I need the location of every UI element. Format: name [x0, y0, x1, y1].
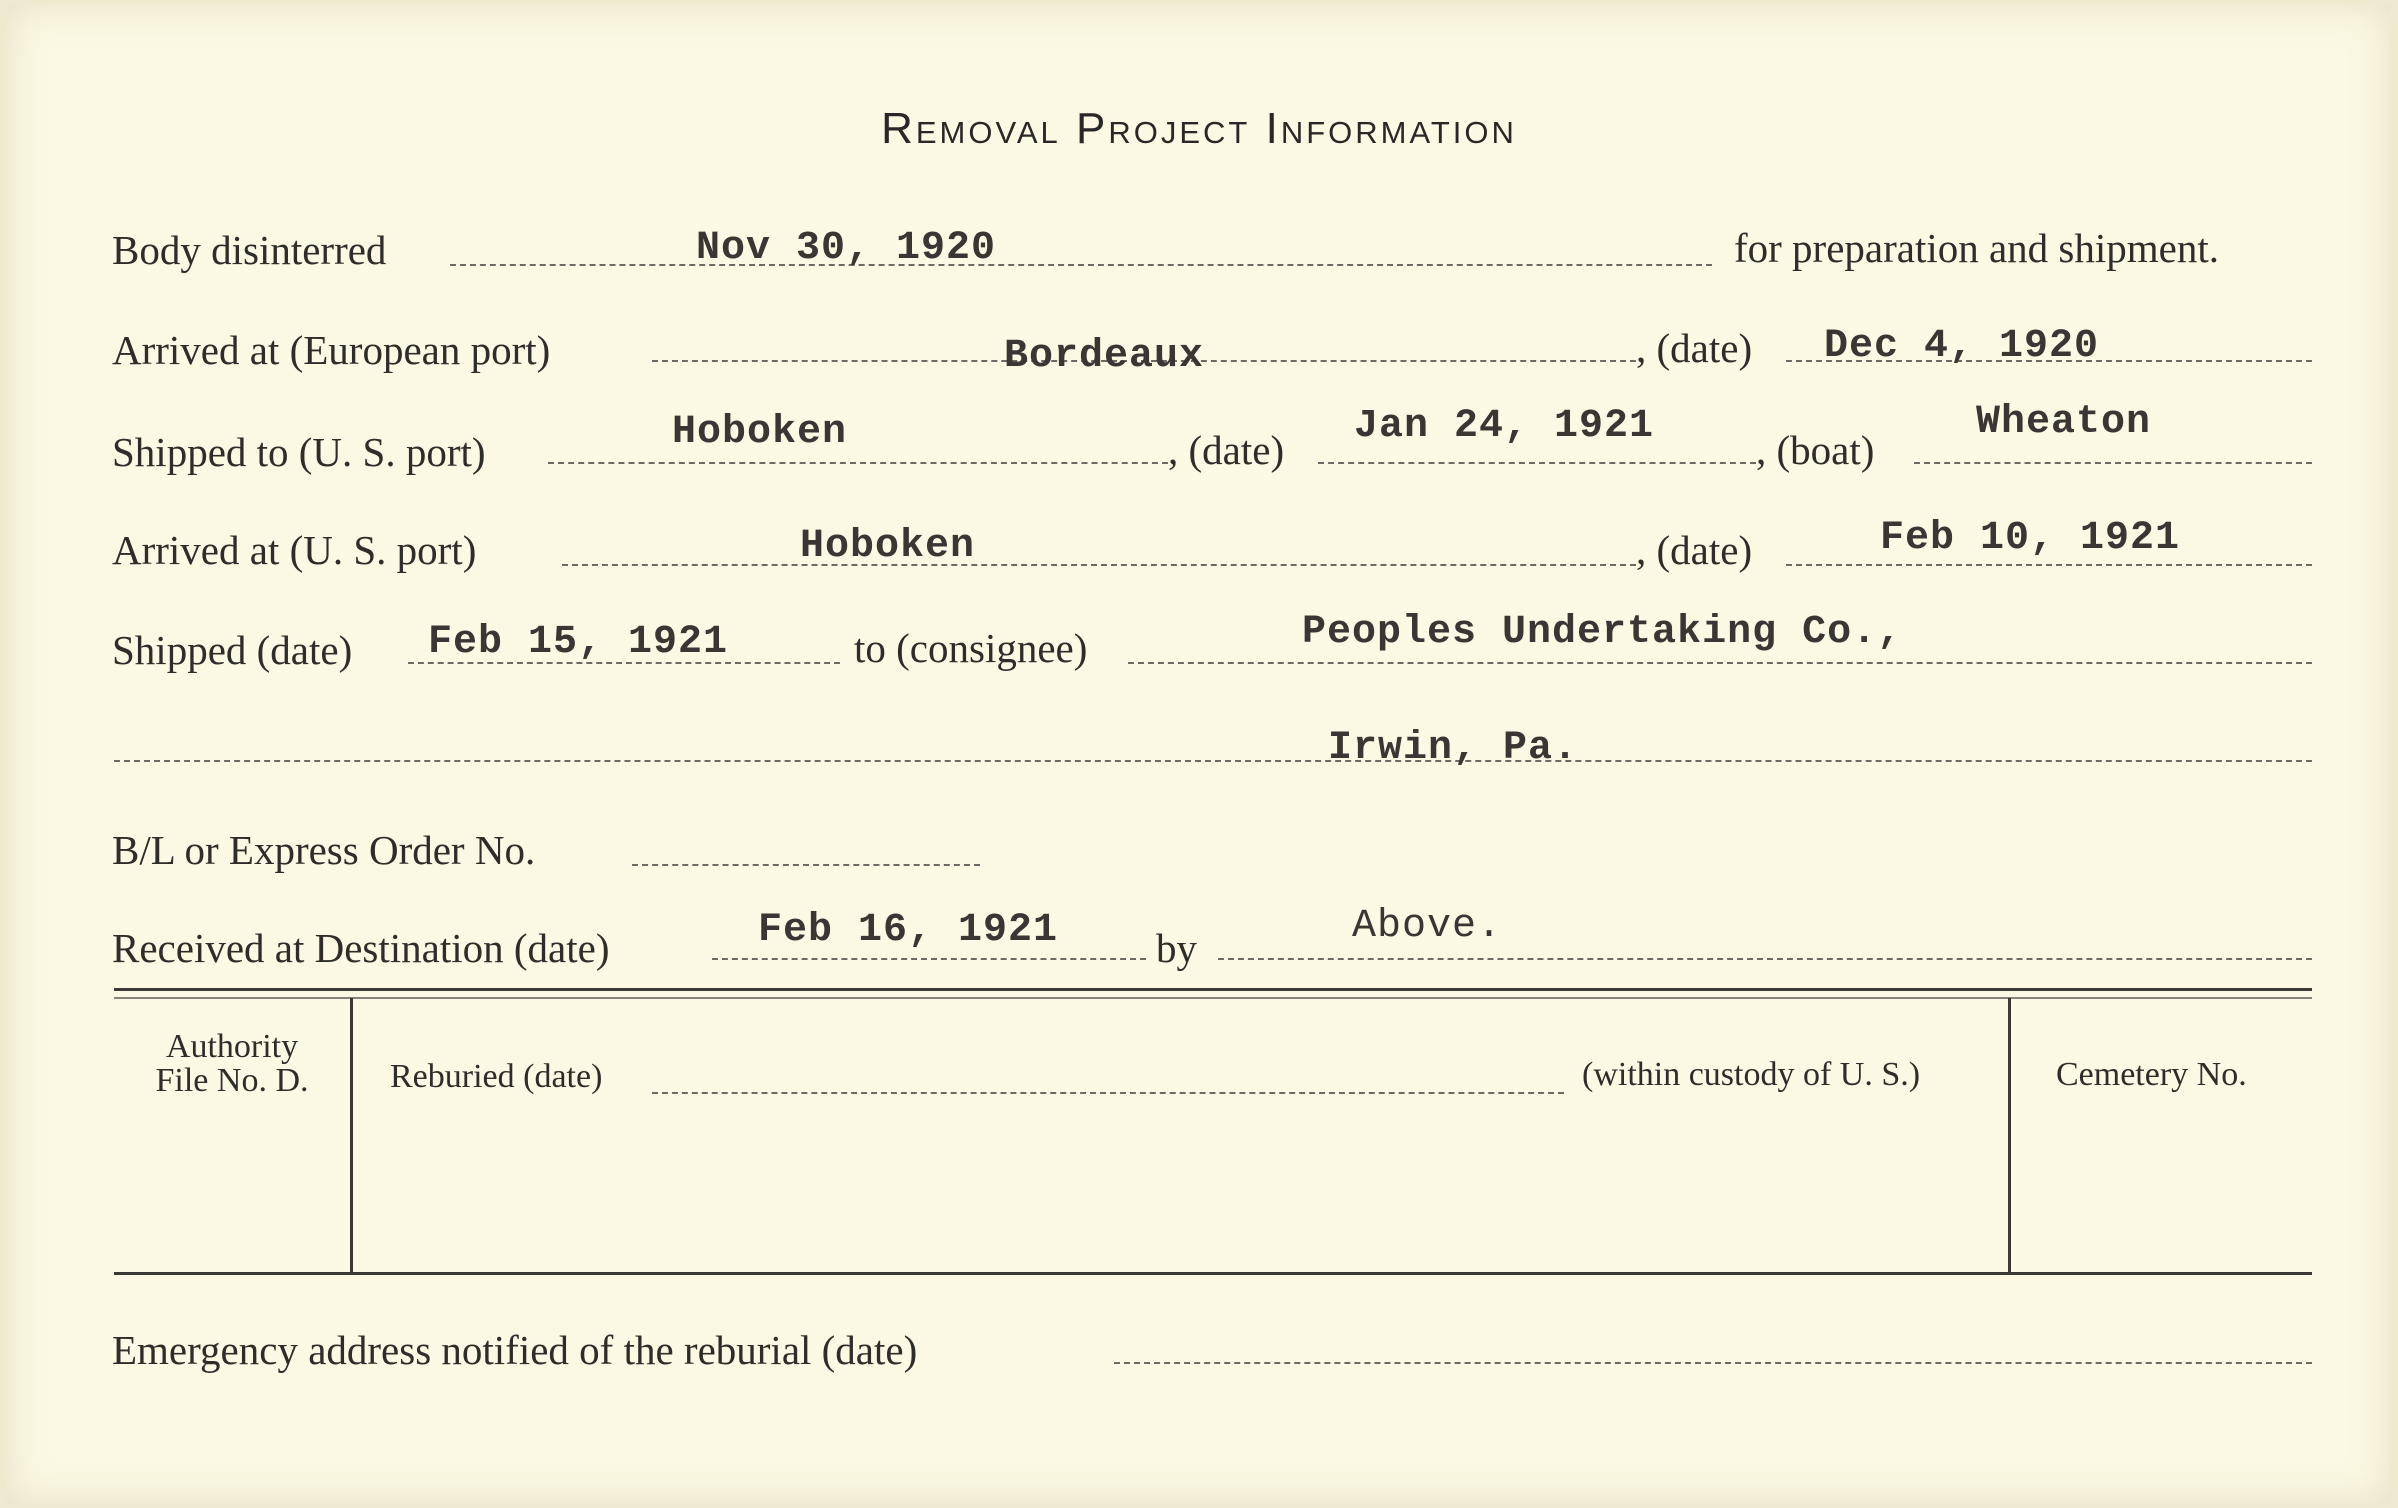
consignee-label: to (consignee) — [854, 625, 1088, 671]
arrived-us-date-label: , (date) — [1636, 527, 1753, 573]
box-bottom-rule — [114, 1272, 2312, 1275]
boat-line — [1914, 462, 2312, 464]
arrived-us-line — [562, 564, 1636, 566]
arrived-us-label: Arrived at (U. S. port) — [112, 527, 477, 573]
disinterred-label: Body disinterred — [112, 227, 387, 273]
emergency-label: Emergency address notified of the reburial (date) — [112, 1327, 918, 1373]
box-divider-left — [350, 998, 353, 1274]
european-port-value: Bordeaux — [1004, 334, 1205, 379]
box-divider-right — [2008, 998, 2011, 1274]
by-label: by — [1156, 925, 1197, 971]
received-label: Received at Destination (date) — [112, 925, 610, 971]
european-date-value: Dec 4, 1920 — [1824, 324, 2100, 369]
arrived-us-value: Hoboken — [800, 524, 976, 569]
disinterred-line — [450, 264, 1712, 266]
emergency-line — [1114, 1362, 2312, 1364]
by-line — [1218, 958, 2312, 960]
box-top-rule — [114, 988, 2312, 991]
disinterred-value: Nov 30, 1920 — [696, 226, 997, 271]
page-title: Removal Project Information — [881, 104, 1517, 153]
reburied-label: Reburied (date) — [390, 1058, 603, 1095]
arrived-us-date-line — [1786, 564, 2312, 566]
authority-line-1: Authority — [165, 1028, 299, 1065]
received-line — [712, 958, 1146, 960]
shipped-to-date-value: Jan 24, 1921 — [1354, 404, 1655, 449]
shipped-date-label: Shipped (date) — [112, 627, 353, 673]
boat-value: Wheaton — [1976, 400, 2152, 445]
authority-line-2: File No. D. — [155, 1062, 309, 1099]
bl-order-line — [632, 864, 980, 866]
received-value: Feb 16, 1921 — [758, 908, 1059, 953]
consignee-line-2 — [114, 760, 2312, 762]
bl-order-label: B/L or Express Order No. — [112, 827, 536, 873]
shipped-date-value: Feb 15, 1921 — [428, 620, 729, 665]
by-value: Above. — [1352, 904, 1503, 949]
shipped-to-date-line — [1318, 462, 1756, 464]
disinterred-suffix: for preparation and shipment. — [1734, 225, 2220, 271]
reburied-line — [652, 1092, 1564, 1094]
consignee-line — [1128, 662, 2312, 664]
arrived-us-date-value: Feb 10, 1921 — [1880, 516, 2181, 561]
shipped-to-date-label: , (date) — [1168, 427, 1285, 473]
european-port-label: Arrived at (European port) — [112, 327, 551, 373]
shipped-to-value: Hoboken — [672, 410, 848, 455]
european-date-label: , (date) — [1636, 325, 1753, 371]
shipped-to-label: Shipped to (U. S. port) — [112, 429, 486, 475]
consignee-value: Peoples Undertaking Co., — [1302, 610, 1903, 655]
box-top-rule-2 — [114, 997, 2312, 999]
cemetery-label: Cemetery No. — [2056, 1056, 2247, 1093]
boat-label: , (boat) — [1756, 427, 1875, 473]
shipped-to-line — [548, 462, 1168, 464]
custody-label: (within custody of U. S.) — [1582, 1056, 1921, 1093]
consignee-value-line2: Irwin, Pa. — [1328, 726, 1579, 771]
